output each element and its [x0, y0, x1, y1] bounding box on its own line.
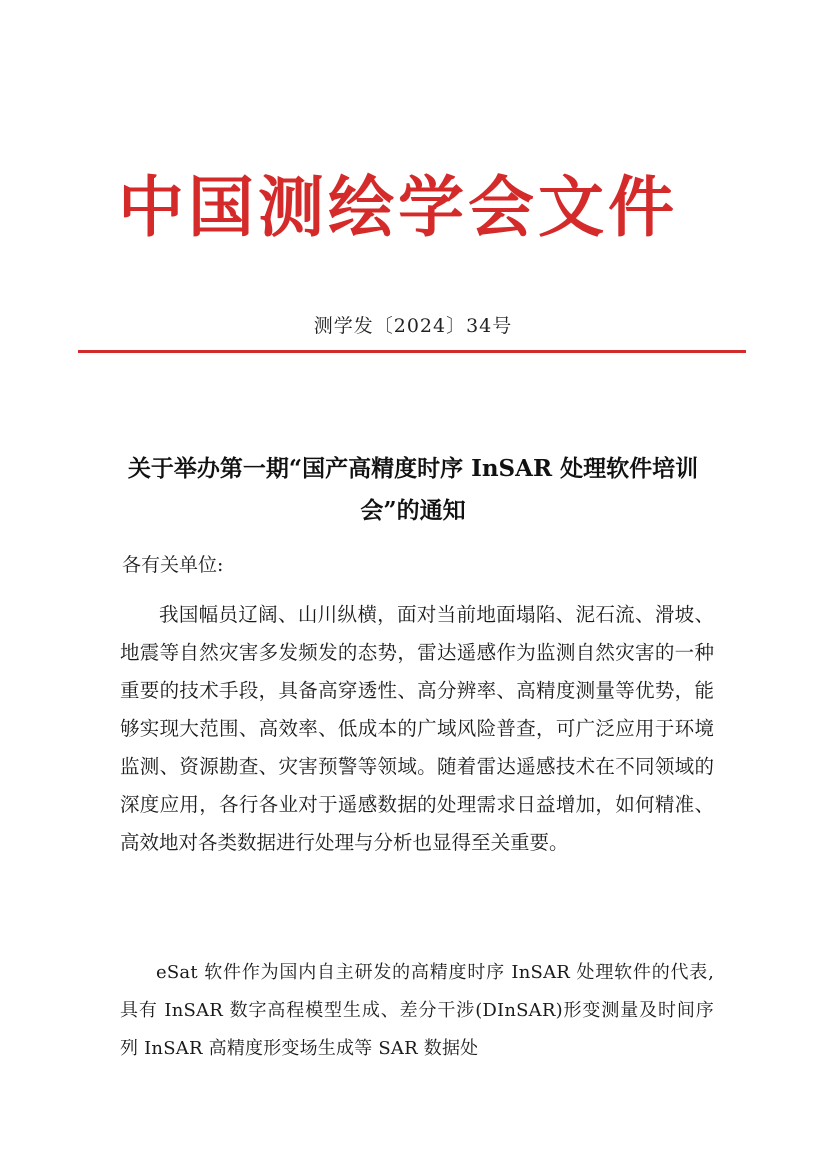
document-number: 测学发〔2024〕34号 [313, 315, 513, 337]
addressee-line: 各有关单位: [122, 554, 224, 576]
notice-title: 关于举办第一期“国产高精度时序 InSAR 处理软件培训会”的通知 [127, 455, 699, 524]
body-paragraph: eSat 软件作为国内自主研发的高精度时序 InSAR 处理软件的代表,具有 InSAR 数字高程模型生成、差分干涉(DInSAR)形变测量及时间序列 InSAR 高精度形变场生成等 SAR 数据处 [120, 962, 714, 1059]
body-paragraph: 我国幅员辽阔、山川纵横，面对当前地面塌陷、泥石流、滑坡、地震等自然灾害多发频发的态势，雷达遥感作为监测自然灾害的一种重要的技术手段，具备高穿透性、高分辨率、高精度测量等优势，能够实现大范围、高效率、低成本的广域风险普查，可广泛应用于环境监测、资源勘查、灾害预警等领域。随着雷达遥感技术在不同领域的深度应用，各行各业对于遥感数据的处理需求日益增加，如何精准、高效地对各类数据进行处理与分析也显得至关重要。 [120, 603, 714, 854]
organization-title: 中国测绘学会文件 [118, 169, 678, 246]
red-divider-line [78, 350, 746, 353]
